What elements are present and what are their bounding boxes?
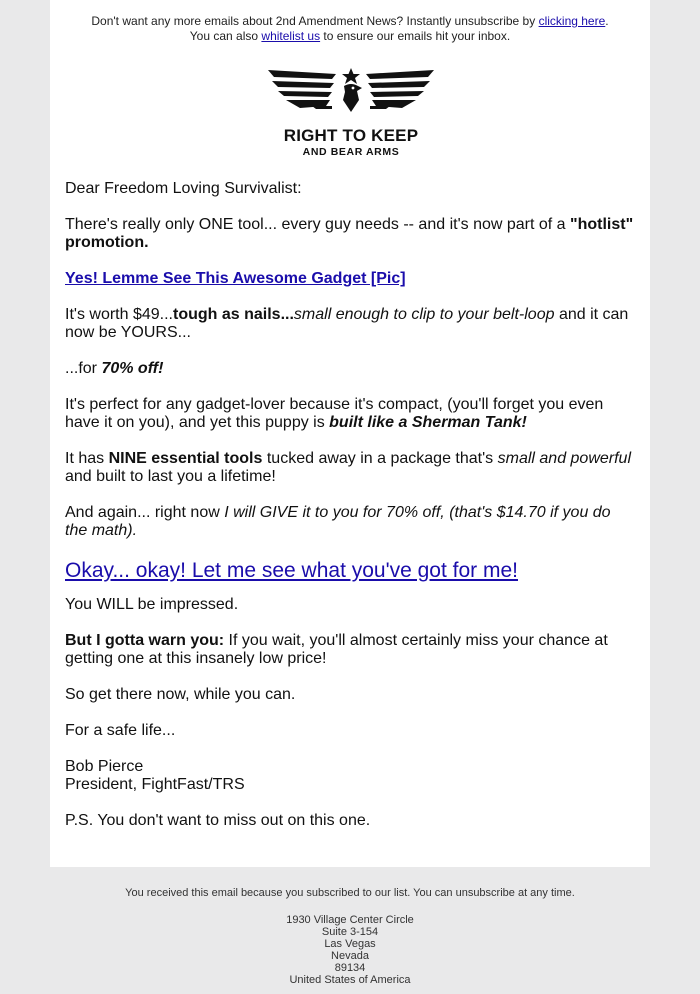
paragraph-hotlist: There's really only ONE tool... every guy needs -- and it's now part of a "hotlist" promotion. [65,216,634,251]
address-line: 89134 [334,962,366,974]
paragraph-compact: It's perfect for any gadget-lover because it's compact, (you'll forget you even have it on you), and yet this puppy is built like a Sherman Tank! [65,396,604,431]
paragraph-tools: It has NINE essential tools tucked away in a package that's small and powerful and built to last you a lifetime! [65,450,632,485]
greeting: Dear Freedom Loving Survivalist: [65,180,302,197]
gadget-link-paragraph [65,270,637,288]
brand-logo [266,66,436,160]
cta-paragraph [65,558,637,584]
email-card [50,0,650,867]
address-line: 1930 Village Center Circle [286,914,414,926]
subscription-note: You received this email because you subscribed to our list. You can unsubscribe at any time. [125,887,575,899]
paragraph-impressed: You WILL be impressed. [65,596,239,613]
paragraph-worth: It's worth $49...tough as nails...small enough to clip to your belt-loop and it can now be YOURS... [65,306,629,341]
postscript: P.S. You don't want to miss out on this one. [65,812,371,829]
address-line: United States of America [289,974,411,986]
gadget-pic-link[interactable]: Yes! Lemme See This Awesome Gadget [Pic] [65,270,406,287]
address-line: Nevada [331,950,369,962]
signature [65,758,637,794]
unsubscribe-header [50,14,650,44]
address-line: Las Vegas [324,938,376,950]
email-body [65,180,637,848]
logo-subtitle: AND BEAR ARMS [302,146,400,158]
paragraph-warning: But I gotta warn you: If you wait, you'll almost certainly miss your chance at getting one at this insanely low price! [65,632,608,667]
postal-address [0,914,700,986]
paragraph-again: And again... right now I will GIVE it to you for 70% off, (that's $14.70 if you do the math). [65,504,611,539]
unsubscribe-link[interactable]: clicking here [538,14,606,28]
header-line-2: You can also whitelist us to ensure our emails hit your inbox. [189,29,511,43]
paragraph-get-there: So get there now, while you can. [65,686,296,703]
eagle-wings-star-icon [266,66,436,126]
paragraph-safe-life: For a safe life... [65,722,176,739]
signature-title: President, FightFast/TRS [65,776,245,793]
signature-name: Bob Pierce [65,758,144,775]
cta-link[interactable]: Okay... okay! Let me see what you've got for me! [65,559,518,582]
whitelist-link[interactable]: whitelist us [261,29,321,43]
address-line: Suite 3-154 [321,926,379,938]
logo-title: RIGHT TO KEEP [283,126,419,145]
header-line-1: Don't want any more emails about 2nd Amendment News? Instantly unsubscribe by clicking here. [91,14,609,28]
email-footer [0,886,700,986]
paragraph-discount: ...for 70% off! [65,360,164,377]
